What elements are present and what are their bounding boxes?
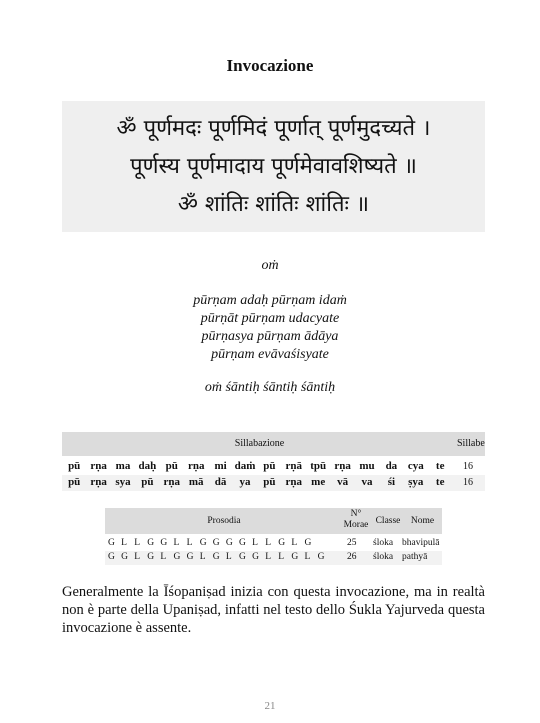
- syllable-cell: pū: [263, 460, 276, 472]
- syllabation-row: [62, 459, 485, 475]
- syllable-cell: cya: [407, 460, 424, 472]
- prosody-mark: L: [199, 552, 206, 562]
- prosody-mark: G: [252, 552, 259, 562]
- syllable-cell: va: [361, 476, 373, 488]
- prosody-mark: G: [304, 538, 312, 548]
- body-paragraph: Generalmente la Īśopaniṣad inizia con questa invocazione, ma in realtà non è parte della Upaniṣad, infatti nel testo dello Śukla Yajurveda questa invocazione è assente.: [62, 584, 485, 636]
- syllable-cell: daḥ: [138, 460, 157, 472]
- sanskrit-line-2: पूर्णस्य पूर्णमादाय पूर्णमेवावशिष्यते ॥: [130, 153, 417, 179]
- syllable-count: 16: [463, 477, 473, 488]
- nome-header: Nome: [410, 516, 435, 526]
- page-title: Invocazione: [226, 56, 314, 75]
- nome-value: pathyā: [402, 552, 428, 562]
- translit-line-1: pūrṇam adaḥ pūrṇam idaṁ: [193, 293, 347, 308]
- syllable-cell: mā: [188, 476, 204, 488]
- prosody-mark: G: [278, 538, 286, 548]
- prosody-mark: G: [317, 552, 325, 562]
- prosody-mark: L: [186, 538, 193, 548]
- prosody-mark: L: [265, 552, 271, 562]
- page-number: 21: [264, 700, 276, 712]
- syllable-cell: sya: [115, 476, 131, 488]
- classe-header: Classe: [375, 516, 401, 526]
- prosody-header: [105, 508, 442, 534]
- prosody-mark: L: [134, 538, 140, 548]
- syllable-cell: me: [311, 476, 326, 488]
- syllable-cell: te: [435, 460, 445, 472]
- morae-header: N° Morae: [343, 509, 369, 530]
- syllable-cell: pū: [263, 476, 276, 488]
- syllable-cell: rṇa: [334, 460, 351, 472]
- prosody-mark: L: [121, 538, 127, 548]
- syllable-cell: ya: [239, 476, 251, 488]
- syllable-cell: ma: [115, 460, 131, 472]
- prosody-mark: G: [108, 538, 115, 548]
- syllable-cell: daṁ: [234, 460, 256, 472]
- prosody-mark: G: [239, 552, 246, 562]
- syllable-cell: pū: [68, 476, 81, 488]
- prosody-mark: G: [147, 538, 155, 548]
- syllable-cell: rṇa: [163, 476, 181, 488]
- prosody-mark: L: [265, 538, 271, 548]
- translit-om: oṁ: [261, 258, 279, 273]
- translit-shanti: oṁ śāntiḥ śāntiḥ śāntiḥ: [204, 380, 336, 395]
- translit-line-4: pūrṇam evāvaśisyate: [211, 347, 329, 362]
- prosody-row: [105, 537, 442, 551]
- nome-value: bhavipulā: [402, 538, 440, 548]
- prosody-mark: L: [134, 552, 140, 562]
- prosody-mark: L: [160, 552, 167, 562]
- translit-verse: [0, 292, 540, 364]
- prosody-mark: L: [304, 552, 311, 562]
- syllabation-table: [62, 432, 485, 491]
- syllabation-header-label: Sillabazione: [234, 438, 285, 449]
- prosody-mark: L: [291, 538, 298, 548]
- classe-value: śloka: [373, 538, 394, 548]
- prosody-table: [105, 508, 442, 565]
- syllable-cell: dā: [214, 476, 227, 488]
- syllables-count-header: Sillabe: [457, 438, 485, 449]
- syllable-cell: te: [435, 476, 445, 488]
- sanskrit-line-1: ॐ पूर्णमदः पूर्णमिदं पूर्णात् पूर्णमुदच्यते ।: [116, 115, 431, 141]
- syllable-cell: rṇa: [187, 460, 205, 472]
- prosody-mark: G: [121, 552, 128, 562]
- syllabation-row: [62, 475, 485, 491]
- sanskrit-invocation-box: [62, 101, 485, 232]
- prosody-mark: G: [108, 552, 115, 562]
- syllable-cell: śi: [387, 476, 396, 488]
- prosody-mark: G: [173, 552, 181, 562]
- syllable-cell: mi: [214, 460, 227, 472]
- syllable-cell: pū: [165, 460, 178, 472]
- morae-value: 26: [347, 552, 357, 562]
- prosody-mark: L: [278, 552, 285, 562]
- prosody-mark: G: [147, 552, 155, 562]
- syllable-cell: pū: [68, 460, 81, 472]
- prosody-mark: G: [212, 552, 220, 562]
- syllable-cell: rṇa: [285, 476, 303, 488]
- syllabation-header: [62, 432, 485, 456]
- prosody-header-label: Prosodia: [207, 516, 241, 526]
- prosody-mark: G: [291, 552, 299, 562]
- prosody-mark: L: [252, 538, 258, 548]
- syllable-cell: mu: [359, 460, 375, 472]
- syllable-cell: rṇa: [90, 476, 107, 488]
- translit-line-2: pūrṇāt pūrṇam udacyate: [200, 311, 340, 326]
- prosody-mark: G: [212, 538, 220, 548]
- prosody-mark: G: [160, 538, 168, 548]
- classe-value: śloka: [373, 552, 394, 562]
- prosody-row: [105, 551, 442, 565]
- syllable-cell: vā: [337, 476, 349, 488]
- syllable-cell: da: [385, 460, 398, 472]
- prosody-mark: L: [173, 538, 180, 548]
- syllable-count: 16: [463, 461, 473, 472]
- translit-line-3: pūrṇasya pūrṇam ādāya: [201, 329, 339, 344]
- prosody-mark: G: [186, 552, 194, 562]
- syllable-cell: tpū: [310, 460, 327, 472]
- morae-value: 25: [347, 538, 357, 548]
- sanskrit-line-3: ॐ शांतिः शांतिः शांतिः ॥: [177, 191, 370, 217]
- prosody-mark: G: [239, 538, 246, 548]
- syllable-cell: rṇā: [285, 460, 303, 472]
- syllable-cell: ṣya: [408, 476, 424, 488]
- prosody-mark: L: [225, 552, 232, 562]
- syllable-cell: pū: [141, 476, 154, 488]
- prosody-mark: G: [199, 538, 207, 548]
- syllable-cell: rṇa: [90, 460, 107, 472]
- prosody-mark: G: [225, 538, 233, 548]
